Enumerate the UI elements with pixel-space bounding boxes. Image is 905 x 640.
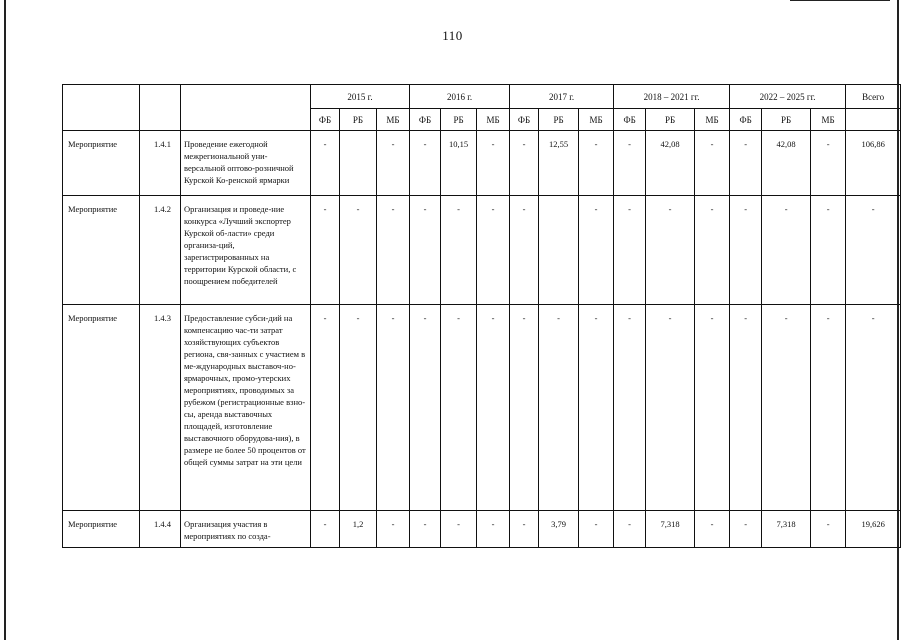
value-cell: - <box>730 131 762 196</box>
header-source: ФБ <box>730 109 762 131</box>
value-cell: - <box>377 196 410 305</box>
value-cell: - <box>646 196 695 305</box>
header-year-2015: 2015 г. <box>311 85 410 109</box>
header-source: ФБ <box>614 109 646 131</box>
value-cell: - <box>441 511 477 548</box>
value-cell: - <box>539 305 579 511</box>
value-cell: - <box>730 196 762 305</box>
value-cell: - <box>377 131 410 196</box>
value-cell: - <box>579 196 614 305</box>
value-cell: 1,2 <box>340 511 377 548</box>
scan-top-edge <box>790 0 890 1</box>
value-cell: - <box>614 131 646 196</box>
header-source: РБ <box>539 109 579 131</box>
value-cell: - <box>340 305 377 511</box>
table-row <box>63 511 901 548</box>
value-cell: - <box>730 305 762 511</box>
total-cell: 19,626 <box>846 511 901 548</box>
row-type: Мероприятие <box>63 196 140 305</box>
value-cell <box>340 131 377 196</box>
header-source: МБ <box>477 109 510 131</box>
value-cell: - <box>762 196 811 305</box>
header-source: МБ <box>579 109 614 131</box>
value-cell: - <box>811 511 846 548</box>
value-cell: - <box>730 511 762 548</box>
header-year-2017: 2017 г. <box>510 85 614 109</box>
value-cell: - <box>410 131 441 196</box>
row-code: 1.4.1 <box>140 131 181 196</box>
value-cell: 42,08 <box>646 131 695 196</box>
value-cell: - <box>410 305 441 511</box>
row-description: Предоставление субси-дий на компенсацию час-ти затрат хозяйствующих субъектов региона, свя-занных с участием в ме-ждународных выставоч-но-ярмарочных, промо-утерских мероприятиях, проводимых за рубежом (регистрационные взно-сы, аренда выставочных площадей, изготовление выставочного оборудова-ния), в размере не более 50 процентов от общей суммы затрат на эти цели <box>181 305 311 511</box>
row-type: Мероприятие <box>63 511 140 548</box>
header-source: ФБ <box>410 109 441 131</box>
value-cell: - <box>811 305 846 511</box>
value-cell: 12,55 <box>539 131 579 196</box>
table-row <box>63 131 901 196</box>
value-cell: - <box>579 131 614 196</box>
value-cell: - <box>811 196 846 305</box>
value-cell: - <box>410 196 441 305</box>
header-years-2022-2025: 2022 – 2025 гг. <box>730 85 846 109</box>
value-cell: - <box>477 196 510 305</box>
value-cell <box>539 196 579 305</box>
value-cell: - <box>477 131 510 196</box>
value-cell: - <box>311 196 340 305</box>
header-source: РБ <box>646 109 695 131</box>
page-number: 110 <box>442 28 463 43</box>
value-cell: - <box>311 511 340 548</box>
value-cell: - <box>477 305 510 511</box>
header-blank-code <box>140 85 181 131</box>
header-years-2018-2021: 2018 – 2021 гг. <box>614 85 730 109</box>
value-cell: - <box>614 196 646 305</box>
header-row-years <box>63 85 901 109</box>
table-row <box>63 196 901 305</box>
value-cell: - <box>762 305 811 511</box>
value-cell: - <box>695 196 730 305</box>
value-cell: - <box>311 305 340 511</box>
value-cell: 3,79 <box>539 511 579 548</box>
value-cell: - <box>311 131 340 196</box>
value-cell: - <box>340 196 377 305</box>
header-year-2016: 2016 г. <box>410 85 510 109</box>
scan-left-edge <box>4 0 6 640</box>
value-cell: - <box>695 305 730 511</box>
value-cell: - <box>510 511 539 548</box>
header-source: МБ <box>695 109 730 131</box>
total-cell: - <box>846 305 901 511</box>
value-cell: - <box>614 511 646 548</box>
value-cell: 42,08 <box>762 131 811 196</box>
header-blank-total <box>846 109 901 131</box>
value-cell: - <box>377 511 410 548</box>
row-code: 1.4.4 <box>140 511 181 548</box>
row-description: Проведение ежегодной межрегиональной уни-версальной оптово-розничной Курской Ко-ренской ярмарки <box>181 131 311 196</box>
value-cell: 7,318 <box>646 511 695 548</box>
value-cell: - <box>695 511 730 548</box>
table-row <box>63 305 901 511</box>
row-description: Организация участия в мероприятиях по созда- <box>181 511 311 548</box>
header-total: Всего <box>846 85 901 109</box>
value-cell: 7,318 <box>762 511 811 548</box>
header-source: РБ <box>762 109 811 131</box>
value-cell: - <box>510 305 539 511</box>
value-cell: - <box>811 131 846 196</box>
value-cell: - <box>579 305 614 511</box>
row-code: 1.4.3 <box>140 305 181 511</box>
value-cell: - <box>441 305 477 511</box>
value-cell: - <box>410 511 441 548</box>
header-source: МБ <box>811 109 846 131</box>
row-type: Мероприятие <box>63 131 140 196</box>
value-cell: - <box>695 131 730 196</box>
row-type: Мероприятие <box>63 305 140 511</box>
value-cell: - <box>510 131 539 196</box>
value-cell: - <box>510 196 539 305</box>
row-description: Организация и проведе-ние конкурса «Лучший экспортер Курской об-ласти» среди организа-ций, зарегистрированных на территории Курской области, с поощрением победителей <box>181 196 311 305</box>
header-source: РБ <box>340 109 377 131</box>
header-source: ФБ <box>510 109 539 131</box>
value-cell: - <box>579 511 614 548</box>
value-cell: - <box>646 305 695 511</box>
header-source: ФБ <box>311 109 340 131</box>
header-blank-type <box>63 85 140 131</box>
value-cell: - <box>614 305 646 511</box>
row-code: 1.4.2 <box>140 196 181 305</box>
value-cell: - <box>441 196 477 305</box>
total-cell: 106,86 <box>846 131 901 196</box>
value-cell: - <box>377 305 410 511</box>
value-cell: 10,15 <box>441 131 477 196</box>
budget-table <box>62 84 901 548</box>
total-cell: - <box>846 196 901 305</box>
value-cell: - <box>477 511 510 548</box>
header-source: МБ <box>377 109 410 131</box>
header-source: РБ <box>441 109 477 131</box>
header-blank-description <box>181 85 311 131</box>
